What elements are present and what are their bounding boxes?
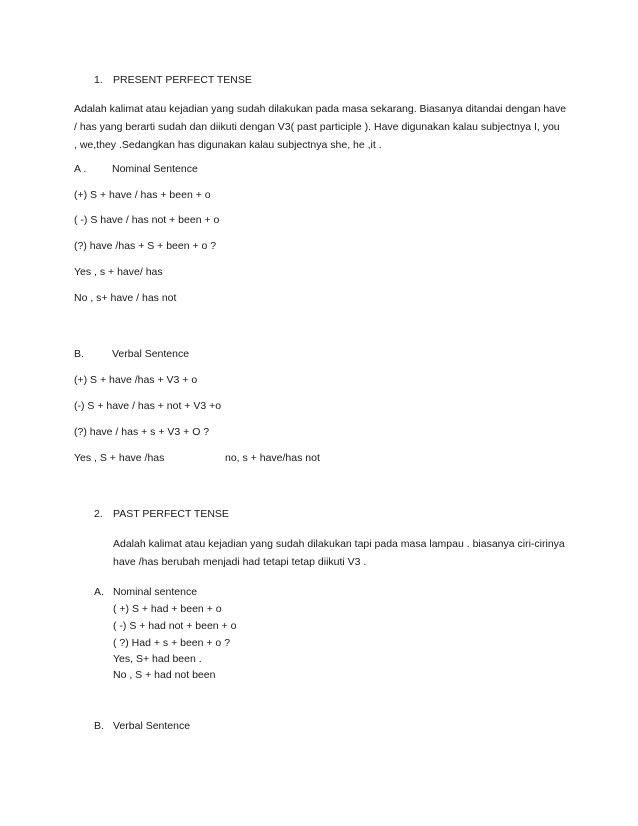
subsection-marker: B. bbox=[94, 720, 104, 732]
subsection-marker: A. bbox=[94, 586, 104, 598]
paragraph-line: Adalah kalimat atau kejadian yang sudah dilakukan tapi pada masa lampau . biasanya ciri-cirinya bbox=[113, 538, 565, 550]
formula-line: (?) have /has + S + been + o ? bbox=[74, 240, 217, 252]
formula-line: (?) have / has + s + V3 + O ? bbox=[74, 426, 210, 438]
answer-yes: Yes , S + have /has bbox=[74, 452, 165, 464]
subsection-title: Nominal sentence bbox=[113, 586, 198, 598]
formula-line: Yes , s + have/ has bbox=[74, 266, 163, 278]
paragraph-line: , we,they .Sedangkan has digunakan kalau subjectnya she, he ,it . bbox=[74, 139, 382, 151]
section-title: PAST PERFECT TENSE bbox=[113, 508, 229, 520]
subsection-title: Verbal Sentence bbox=[112, 348, 190, 360]
subsection-title: Nominal Sentence bbox=[112, 163, 198, 175]
formula-line: No , S + had not been bbox=[113, 669, 216, 681]
subsection-marker: A . bbox=[74, 163, 87, 175]
subsection-marker: B. bbox=[74, 348, 84, 360]
formula-line: (+) S + have /has + V3 + o bbox=[74, 374, 198, 386]
formula-line: No , s+ have / has not bbox=[74, 292, 177, 304]
section-number: 1. bbox=[94, 74, 103, 86]
section-title: PRESENT PERFECT TENSE bbox=[113, 74, 252, 86]
formula-line: ( +) S + had + been + o bbox=[113, 603, 222, 615]
formula-line: (+) S + have / has + been + o bbox=[74, 189, 211, 201]
paragraph-line: / has yang berarti sudah dan diikuti dengan V3( past participle ). Have digunakan kalau subjectnya I, you bbox=[74, 121, 560, 133]
formula-line: ( ?) Had + s + been + o ? bbox=[113, 637, 231, 649]
paragraph-line: have /has berubah menjadi had tetapi tetap diikuti V3 . bbox=[113, 556, 367, 568]
formula-line: Yes, S+ had been . bbox=[113, 653, 202, 665]
formula-line: ( -) S + had not + been + o bbox=[113, 620, 237, 632]
formula-line: (-) S + have / has + not + V3 +o bbox=[74, 400, 222, 412]
section-number: 2. bbox=[94, 508, 103, 520]
paragraph-line: Adalah kalimat atau kejadian yang sudah dilakukan pada masa sekarang. Biasanya ditandai dengan have bbox=[74, 103, 567, 115]
answer-no: no, s + have/has not bbox=[225, 452, 320, 464]
subsection-title: Verbal Sentence bbox=[113, 720, 191, 732]
formula-line: ( -) S have / has not + been + o bbox=[74, 214, 220, 226]
